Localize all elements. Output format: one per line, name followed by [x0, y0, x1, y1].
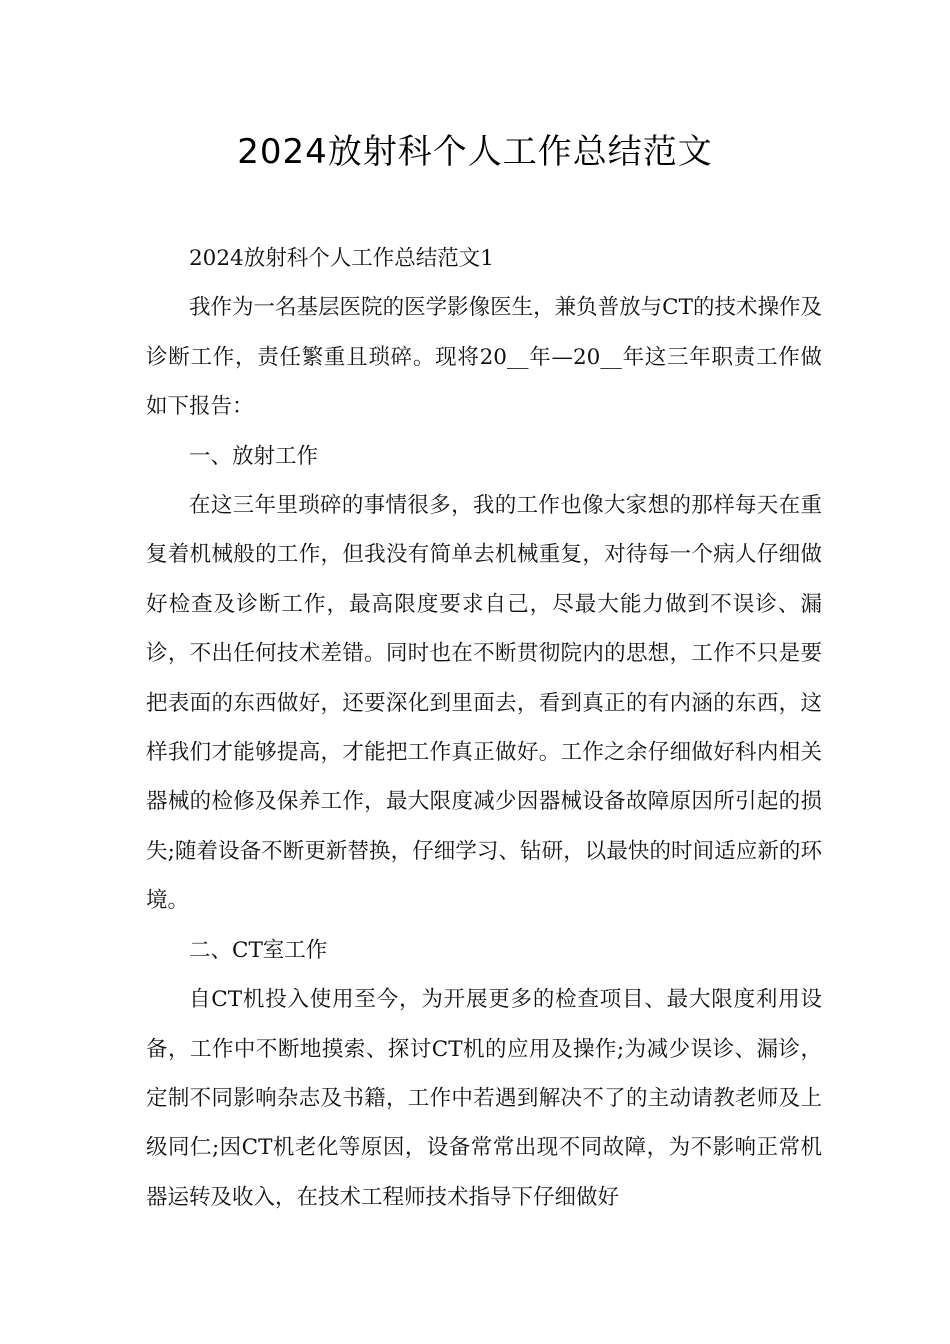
ct-paragraph: 自CT机投入使用至今，为开展更多的检查项目、最大限度利用设备，工作中不断地摸索、探讨CT机的应用及操作;为减少误诊、漏诊，定制不同影响杂志及书籍，工作中若遇到解决不了的主动请教老师及上级同仁;因CT机老化等原因，设备常常出现不同故障，为不影响正常机器运转及收入，在技术工程师技术指导下仔细做好	[146, 987, 822, 1210]
radiology-paragraph: 在这三年里琐碎的事情很多，我的工作也像大家想的那样每天在重复着机械般的工作，但我没有简单去机械重复，对待每一个病人仔细做好检查及诊断工作，最高限度要求自己，尽最大能力做到不误诊、漏诊，不出任何技术差错。同时也在不断贯彻院内的思想，工作不只是要把表面的东西做好，还要深化到里面去，看到真正的有内涵的东西，这样我们才能够提高，才能把工作真正做好。工作之余仔细做好科内相关器械的检修及保养工作，最大限度减少因器械设备故障原因所引起的损失;随着设备不断更新替换，仔细学习、钻研，以最快的时间适应新的环境。	[146, 493, 822, 914]
section-heading-ct: 二、CT室工作	[189, 937, 328, 963]
document-title: 2024放射科个人工作总结范文	[237, 132, 713, 172]
subtitle-paragraph: 2024放射科个人工作总结范文1	[189, 246, 494, 271]
document-body	[146, 234, 822, 1222]
intro-paragraph: 我作为一名基层医院的医学影像医生，兼负普放与CT的技术操作及诊断工作，责任繁重且琐碎。现将20__年—20__年这三年职责工作做如下报告：	[146, 295, 822, 420]
section-heading-radiology: 一、放射工作	[189, 443, 319, 469]
